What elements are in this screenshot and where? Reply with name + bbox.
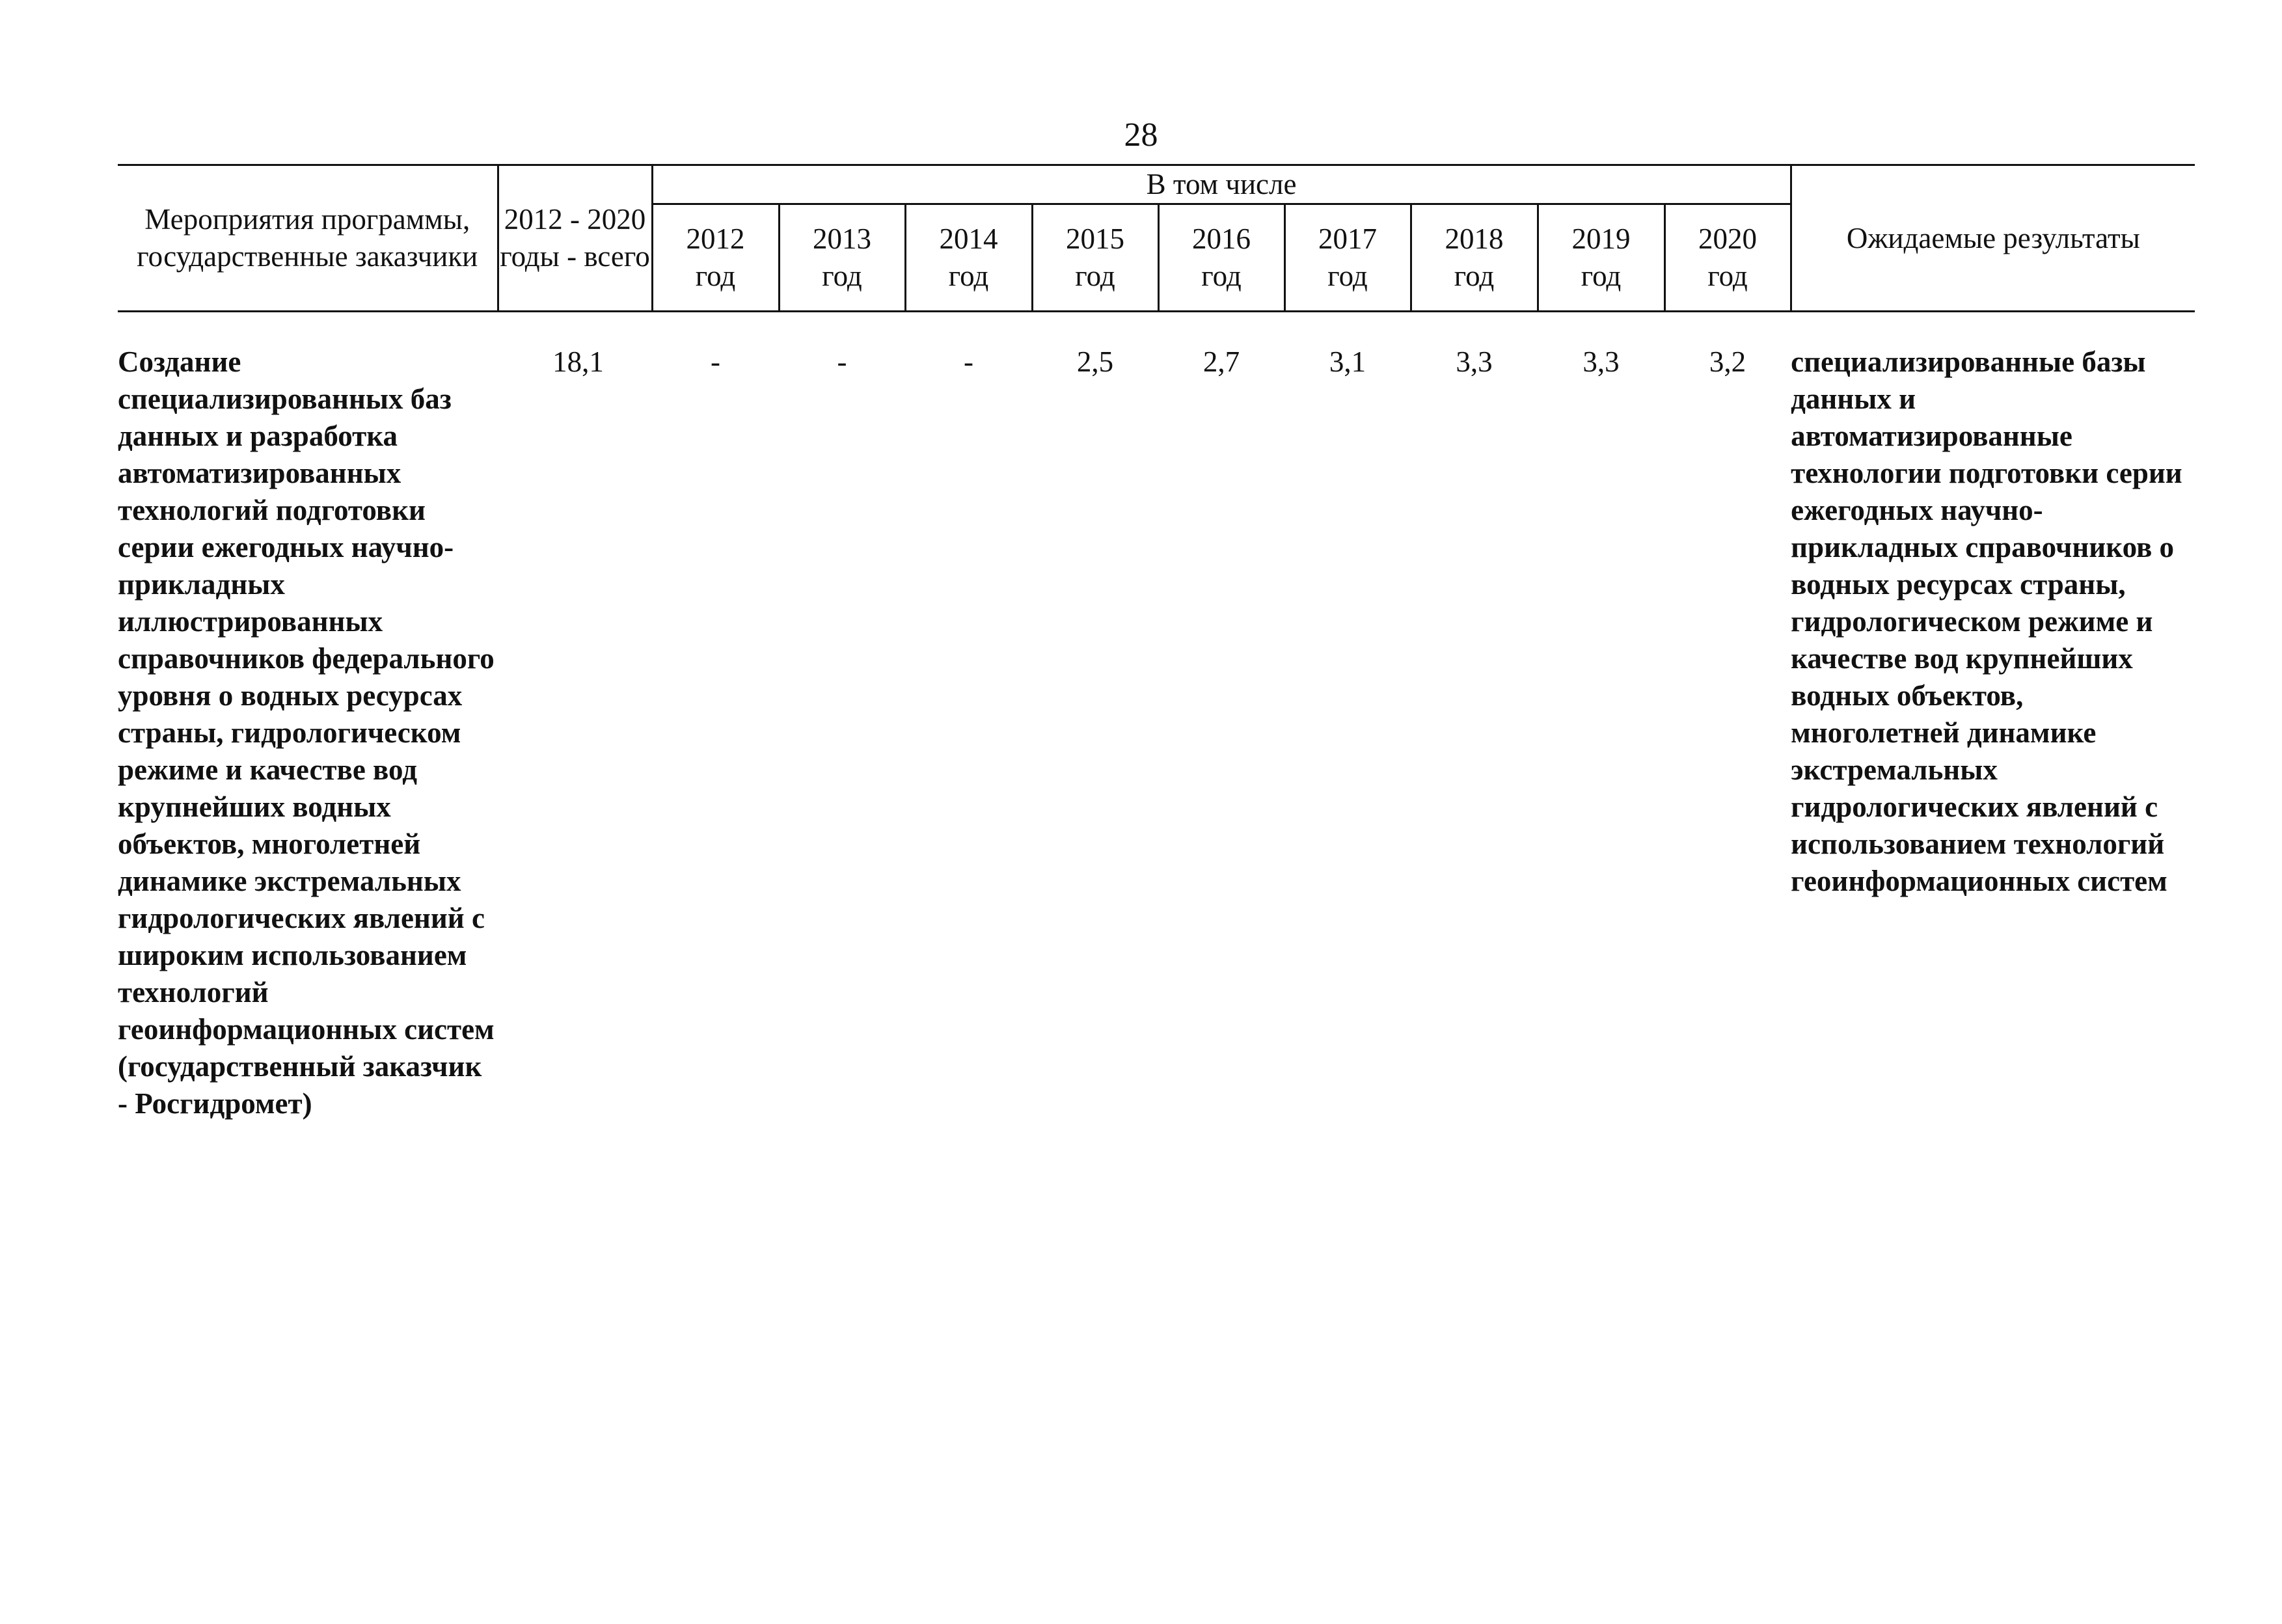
- header-year-2019: 2019 год: [1538, 204, 1664, 312]
- value-2019: 3,3: [1582, 345, 1620, 378]
- header-total: 2012 - 2020 годы - всего: [498, 165, 652, 312]
- table-row: [118, 344, 2195, 1122]
- table-header-row: [118, 165, 2195, 204]
- header-year-2013: 2013 год: [779, 204, 905, 312]
- header-year-2012: 2012 год: [652, 204, 779, 312]
- value-2013: -: [837, 345, 847, 378]
- value-2014: -: [964, 345, 973, 378]
- header-year-2017: 2017 год: [1284, 204, 1411, 312]
- page-number: 28: [1124, 116, 1158, 154]
- total-cell: 18,1: [552, 345, 604, 378]
- value-2015: 2,5: [1076, 345, 1114, 378]
- header-activity: Мероприятия программы, государственные заказчики: [118, 165, 498, 312]
- value-2016: 2,7: [1202, 345, 1240, 378]
- header-year-2015: 2015 год: [1032, 204, 1158, 312]
- header-year-2018: 2018 год: [1411, 204, 1538, 312]
- results-cell: специализированные базы данных и автоматизированные технологии подготовки серии ежегодных научно-прикладных справочников о водных ресурсах страны, гидрологическом режиме и качестве вод крупнейших водных объектов, многолетней динамике экстремальных гидрологических явлений с использованием технологий геоинформационных систем: [1791, 345, 2182, 897]
- header-year-2014: 2014 год: [905, 204, 1032, 312]
- header-results: Ожидаемые результаты: [1791, 165, 2195, 312]
- value-2012: -: [711, 345, 720, 378]
- header-year-2016: 2016 год: [1158, 204, 1284, 312]
- program-activities-table: [118, 164, 2195, 1122]
- value-2018: 3,3: [1456, 345, 1493, 378]
- header-including: В том числе: [652, 165, 1791, 204]
- activity-cell: Создание специализированных баз данных и разработка автоматизированных технологий подготовки серии ежегодных научно-прикладных иллюстрированных справочников федерального уровня о водных ресурсах страны, гидрологическом режиме и качестве вод крупнейших водных объектов, многолетней динамике экстремальных гидрологических явлений с широким использованием технологий геоинформационных систем (государственный заказчик - Росгидромет): [118, 345, 495, 1120]
- value-2017: 3,1: [1329, 345, 1366, 378]
- value-2020: 3,2: [1709, 345, 1746, 378]
- header-year-2020: 2020 год: [1664, 204, 1791, 312]
